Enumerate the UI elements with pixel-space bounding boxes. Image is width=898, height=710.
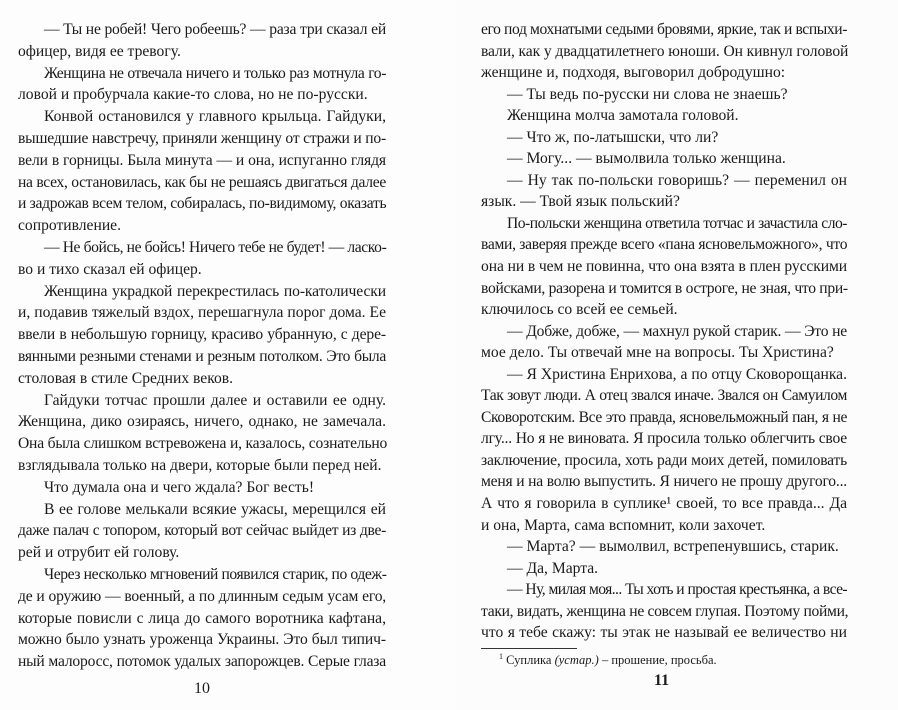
text-line: что я тебе скажу: ты этак не называй ее величество ни [481,624,847,642]
text-line: Женщина, дико озираясь, ничего, однако, не замечала. [18,413,386,431]
text-line: Так зовут люди. А отец звался иначе. Звался он Самуилом [481,387,847,405]
right-page [449,0,898,710]
text-line: ный малоросс, потомок удалых запорожцев. Серые глаза [18,653,386,671]
text-line: — Ты не робей! Чего робеешь? — раза три сказал ей [44,21,386,38]
text-line: она ни в чем не повинна, что она взята в плен русскими [481,258,847,276]
text-line: Она была слишком встревожена и, казалось, сознательно [18,435,388,453]
text-line: Гайдуки тотчас прошли далее и оставили ее одну. [44,391,386,409]
text-line: — Марта? — вымолвил, встрепенувшись, старик. [507,538,839,556]
text-line: таки, видать, женщина не совсем глупая. Поэтому пойми, [481,602,849,620]
footnote-marker: 1 [499,652,503,661]
text-line: его под мохнатыми седыми бровями, яркие, так и вспыхи- [481,21,847,38]
text-line: мое дело. Ты отвечай мне на вопросы. Ты Христина? [481,344,834,362]
footnote-divider [481,648,577,649]
text-line: язык. — Твой язык польский? [481,193,680,211]
text-line: которые повисли с лица до самого воротника кафтана, [18,609,386,627]
text-line: взглядывала только на двери, которые были перед ней. [18,456,382,474]
text-line: Женщина украдкой перекрестилась по-католически [44,282,386,300]
text-line: столовая в стиле Средних веков. [18,369,234,387]
text-line: де и оружию — военный, а по длинным седым усам его, [18,587,386,605]
text-line: Через несколько мгновений появился старик, по одеж- [44,565,387,583]
text-line: заключение, просила, хоть ради моих детей, помиловать [481,451,847,469]
footnote-term: Суплика [506,653,552,668]
page-body-text [18,19,386,673]
text-line: женщине и, подходя, выговорил добродушно: [481,64,786,82]
text-line: Женщина молча замотала головой. [507,107,739,125]
text-line: вышедшие навстречу, приняли женщину от стражи и по- [18,129,386,147]
text-line: Сковоротским. Все это правда, ясновельможный пан, я не [481,408,847,426]
text-line: — Добже, добже, — махнул рукой старик. — Это не [507,322,847,340]
text-line: даже палач с топором, который вот сейчас выйдет из две- [18,522,386,540]
text-line: — Ты ведь по-русски ни слова не знаешь? [507,85,788,103]
text-line: во и тихо сказал ей офицер. [18,260,202,278]
text-line: сопротивление. [18,217,121,235]
text-line: на всех, остановилась, как бы не решаясь двигаться далее [18,173,386,191]
text-line: и задрожав всем телом, собиралась, по-видимому, оказать [18,195,387,213]
footnote [499,652,717,668]
text-line: вели в горницы. Была минута — и она, испуганно глядя [18,151,386,169]
text-line: По-польски женщина ответила тотчас и зачастила сло- [507,214,847,232]
text-line: вянными резными стенами и резным потолком. Это была [18,347,386,365]
text-line: — Что ж, по-латышски, что ли? [507,128,719,146]
text-line: — Ну так по-польски говоришь? — переменил он [507,171,847,189]
text-line: А что я говорила в суплике¹ своей, то все правда... Да [481,495,847,513]
text-line: — Да, Марта. [507,559,599,577]
footnote-note: (устар.) [554,653,599,668]
text-line: ввели в небольшую горницу, красиво убранную, с дере- [18,326,386,344]
text-line: и она, Марта, сама вспомнит, коли захочет. [481,516,766,534]
text-line: вами, заверяя прежде всего «пана ясновельможного», что [481,236,848,254]
text-line: и, подавив тяжелый вздох, перешагнула порог дома. Ее [18,304,386,322]
footnote-definition: – прошение, просьба. [601,653,717,668]
text-line: вали, как у двадцатилетнего юноши. Он кивнул головой [481,42,849,60]
text-line: Конвой остановился у главного крыльца. Гайдуки, [44,108,386,126]
text-line: — Ну, милая моя... Ты хоть и простая крестьянка, а все- [507,581,847,599]
text-line: ключилось со всей ее семьей. [481,301,678,319]
page-body-text [481,19,847,644]
text-line: рей и отрубит ей голову. [18,544,180,562]
text-line: можно было узнать уроженца Украины. Это был типич- [18,631,386,649]
text-line: В ее голове мелькали всякие ужасы, мерещился ей [44,500,386,518]
text-line: ловой и пробурчала какие-то слова, но не по-русски. [18,86,368,104]
text-line: меня и на волю выпустить. Я ничего не прошу другого... [481,473,847,491]
text-line: Что думала она и чего ждала? Бог весть! [44,478,315,496]
text-line: — Могу... — вымолвила только женщина. [507,150,786,168]
text-line: — Не бойсь, не бойсь! Ничего тебе не будет! — ласко- [44,238,387,256]
page-number: 10 [194,680,210,697]
text-line: войсками, разорена и томится в остроге, не зная, что при- [481,279,848,297]
text-line: — Я Христина Енрихова, а по отцу Сковорощанка. [507,365,847,383]
text-line: офицер, видя ее тревогу. [18,42,181,60]
page-number: 11 [654,672,670,689]
text-line: Женщина не отвечала ничего и только раз мотнула го- [44,64,386,82]
text-line: лгу... Но я не виновата. Я просила только облегчить свое [481,430,847,448]
